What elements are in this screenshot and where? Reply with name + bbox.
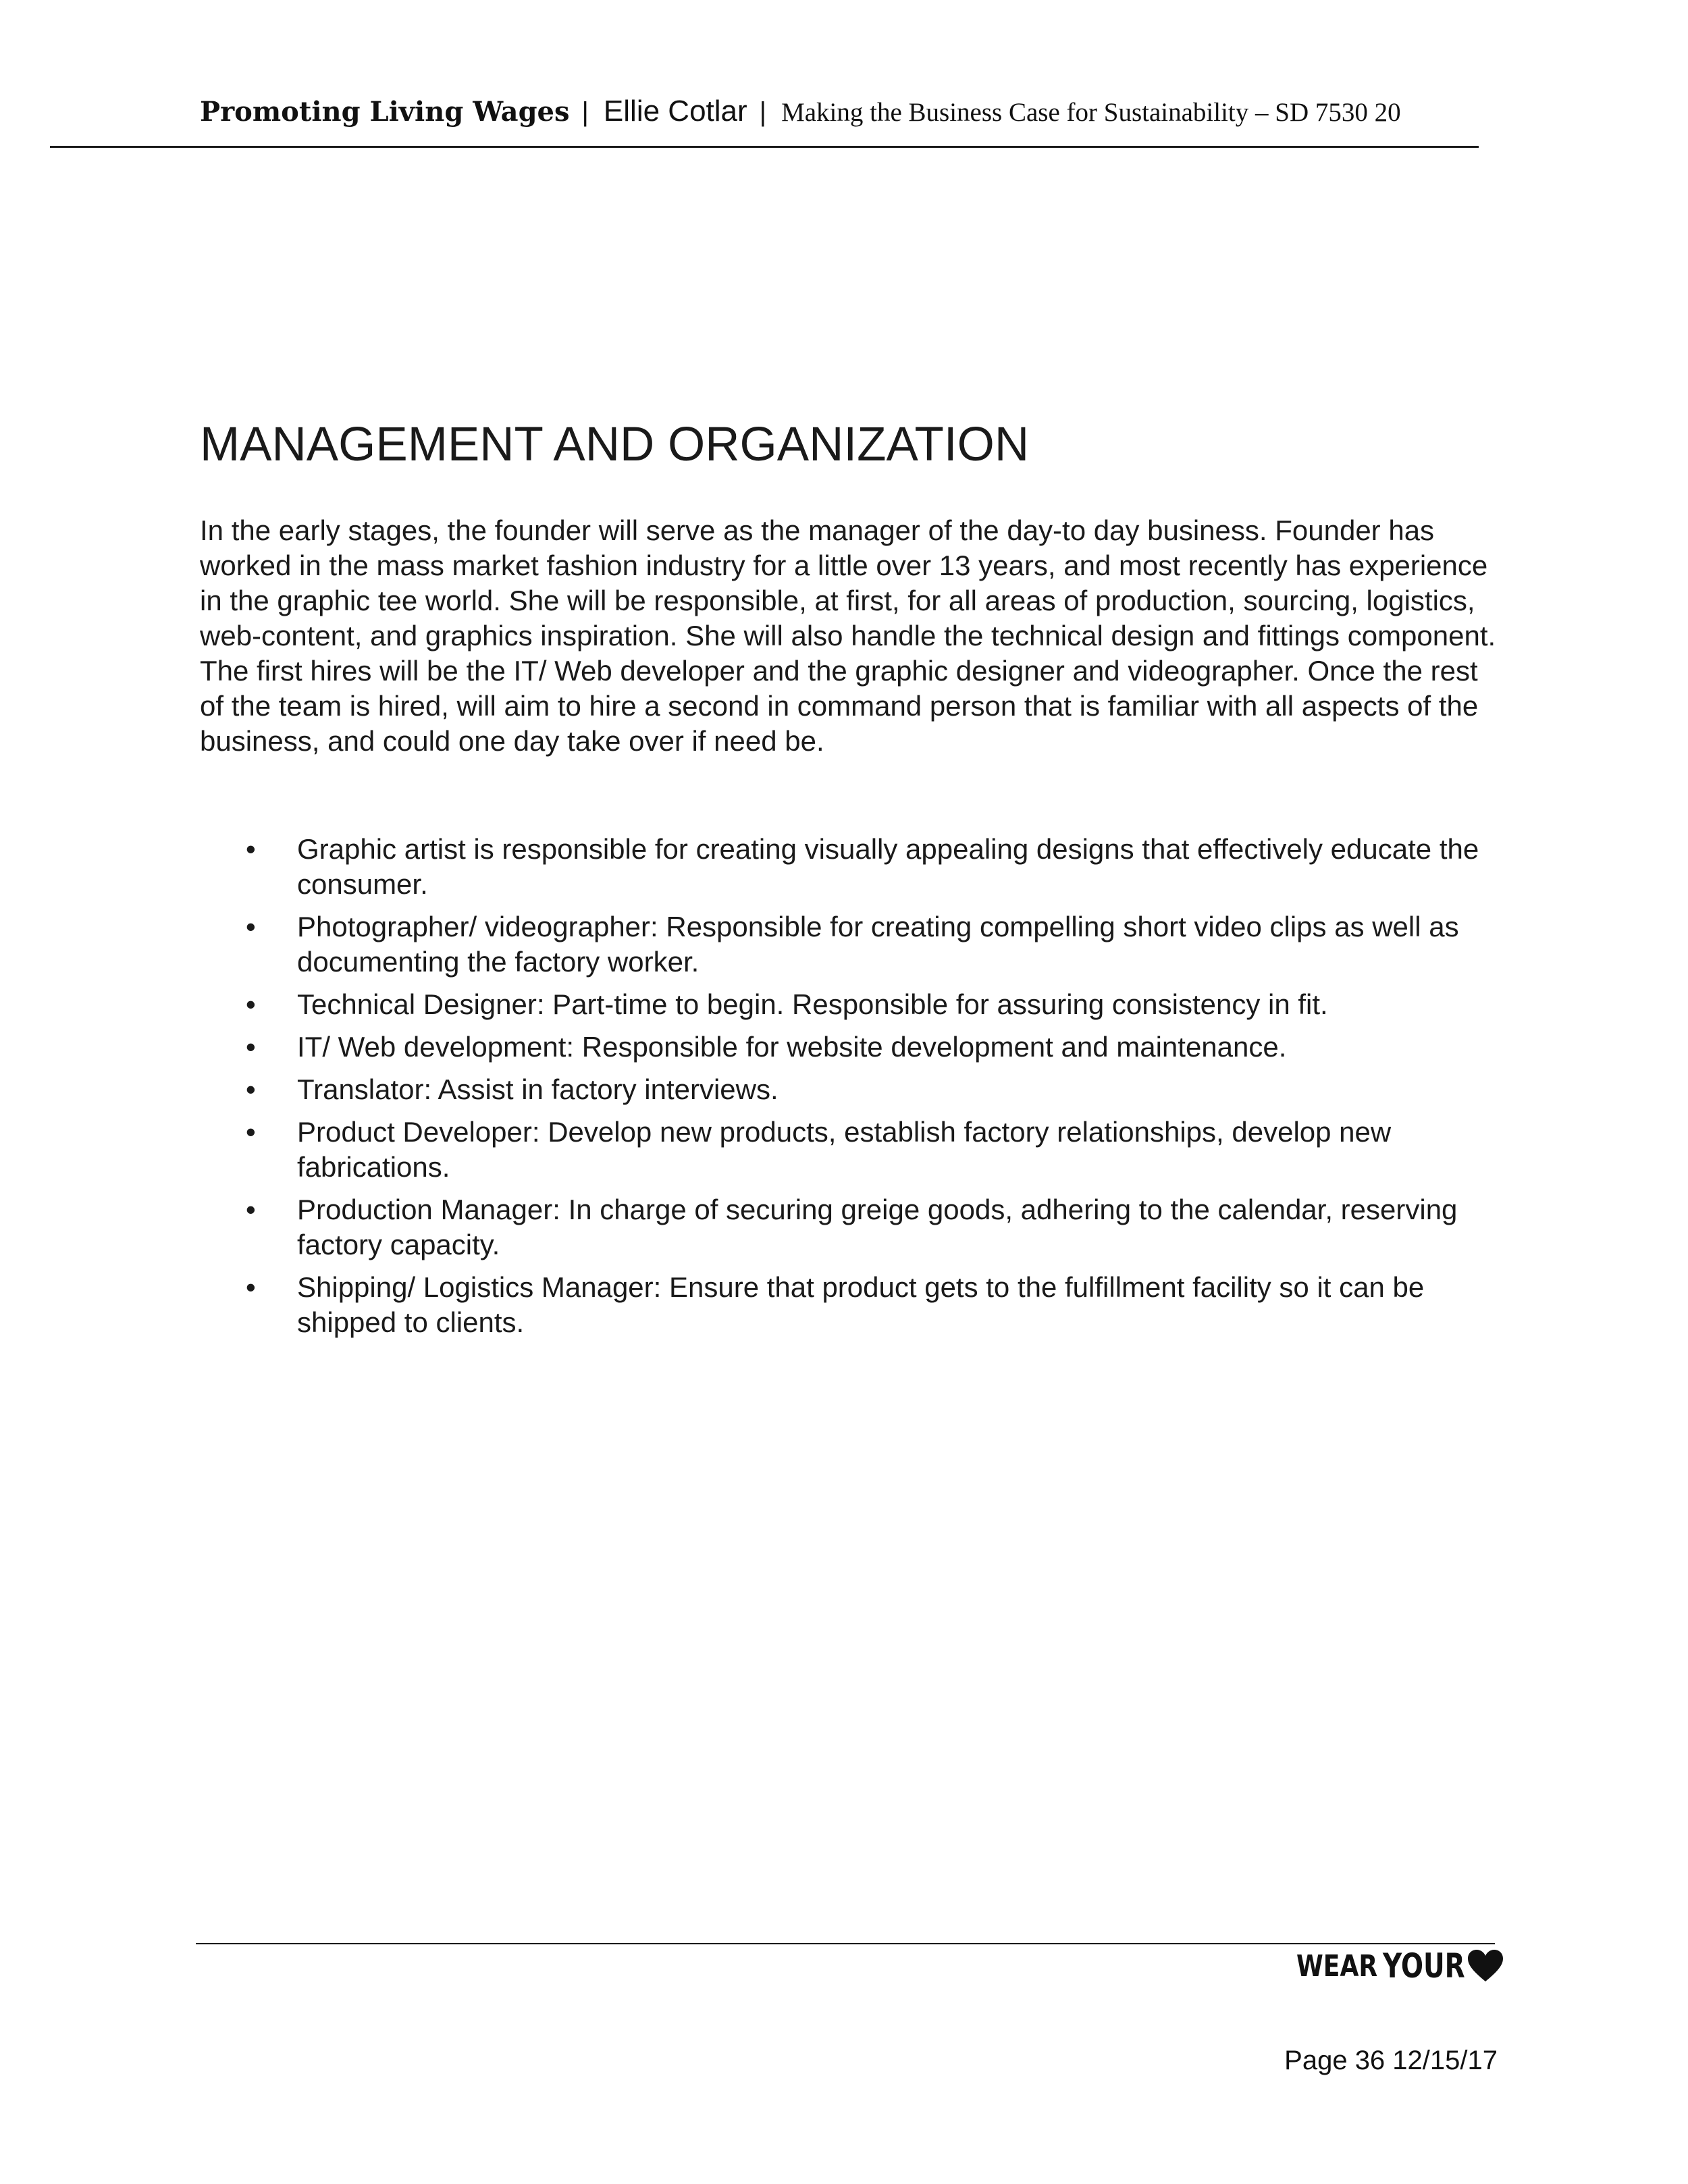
header-separator-2: | <box>759 97 767 127</box>
list-item <box>200 1030 1506 1065</box>
bullet: • <box>246 833 256 865</box>
bullet: • <box>246 911 256 942</box>
bullet: • <box>246 1194 256 1225</box>
intro-paragraph: In the early stages, the founder will serve as the manager of the day-to day business. Founder has worked in the mass market fashion industry for a little over 13 years, and most recently has experience in the graphic tee world. She will be responsible, at first, for all areas of production, sourcing, logistics, web-content, and graphics inspiration. She will also handle the technical design and fittings component. The first hires will be the IT/ Web developer and the graphic designer and videographer. Once the rest of the team is hired, will aim to hire a second in command person that is familiar with all aspects of the business, and could one day take over if need be. <box>200 514 1496 757</box>
list-item <box>200 832 1506 902</box>
header-rule <box>50 146 1479 148</box>
role-text: Shipping/ Logistics Manager: Ensure that product gets to the fulfillment facility so it can be shipped to clients. <box>297 1271 1425 1338</box>
roles-list <box>200 832 1506 1348</box>
header-author: Ellie Cotlar <box>603 95 747 128</box>
list-item <box>200 1192 1506 1262</box>
bullet: • <box>246 1031 256 1063</box>
list-item <box>200 909 1506 980</box>
list-item <box>200 1072 1506 1107</box>
heart-icon <box>1467 1949 1504 1983</box>
logo-word-wear: WEAR <box>1296 1948 1378 1983</box>
list-item <box>200 1270 1506 1340</box>
bullet: • <box>246 1271 256 1303</box>
bullet: • <box>246 1073 256 1105</box>
role-text: Technical Designer: Part-time to begin. Responsible for assuring consistency in fit. <box>297 988 1328 1020</box>
header-title: Promoting Living Wages <box>200 96 570 128</box>
section-title: MANAGEMENT AND ORGANIZATION <box>200 418 1030 471</box>
logo-word-your: YOUR <box>1383 1946 1465 1986</box>
role-text: Production Manager: In charge of securing greige goods, adhering to the calendar, reserving factory capacity. <box>297 1194 1458 1260</box>
bullet: • <box>246 1116 256 1148</box>
list-item <box>200 1115 1506 1185</box>
role-text: IT/ Web development: Responsible for website development and maintenance. <box>297 1031 1287 1063</box>
header-separator: | <box>581 97 589 127</box>
role-text: Graphic artist is responsible for creating visually appealing designs that effectively educate the consumer. <box>297 833 1479 900</box>
role-text: Product Developer: Develop new products, establish factory relationships, develop new fabrications. <box>297 1116 1392 1183</box>
page-number-date: Page 36 12/15/17 <box>1284 2046 1498 2075</box>
list-item <box>200 987 1506 1022</box>
running-header <box>200 95 1483 142</box>
brand-logo <box>1296 1944 1504 1988</box>
bullet: • <box>246 988 256 1020</box>
role-text: Translator: Assist in factory interviews. <box>297 1073 779 1105</box>
header-course: Making the Business Case for Sustainability – SD 7530 20 <box>781 98 1401 127</box>
role-text: Photographer/ videographer: Responsible for creating compelling short video clips as well as documenting the factory worker. <box>297 911 1459 978</box>
